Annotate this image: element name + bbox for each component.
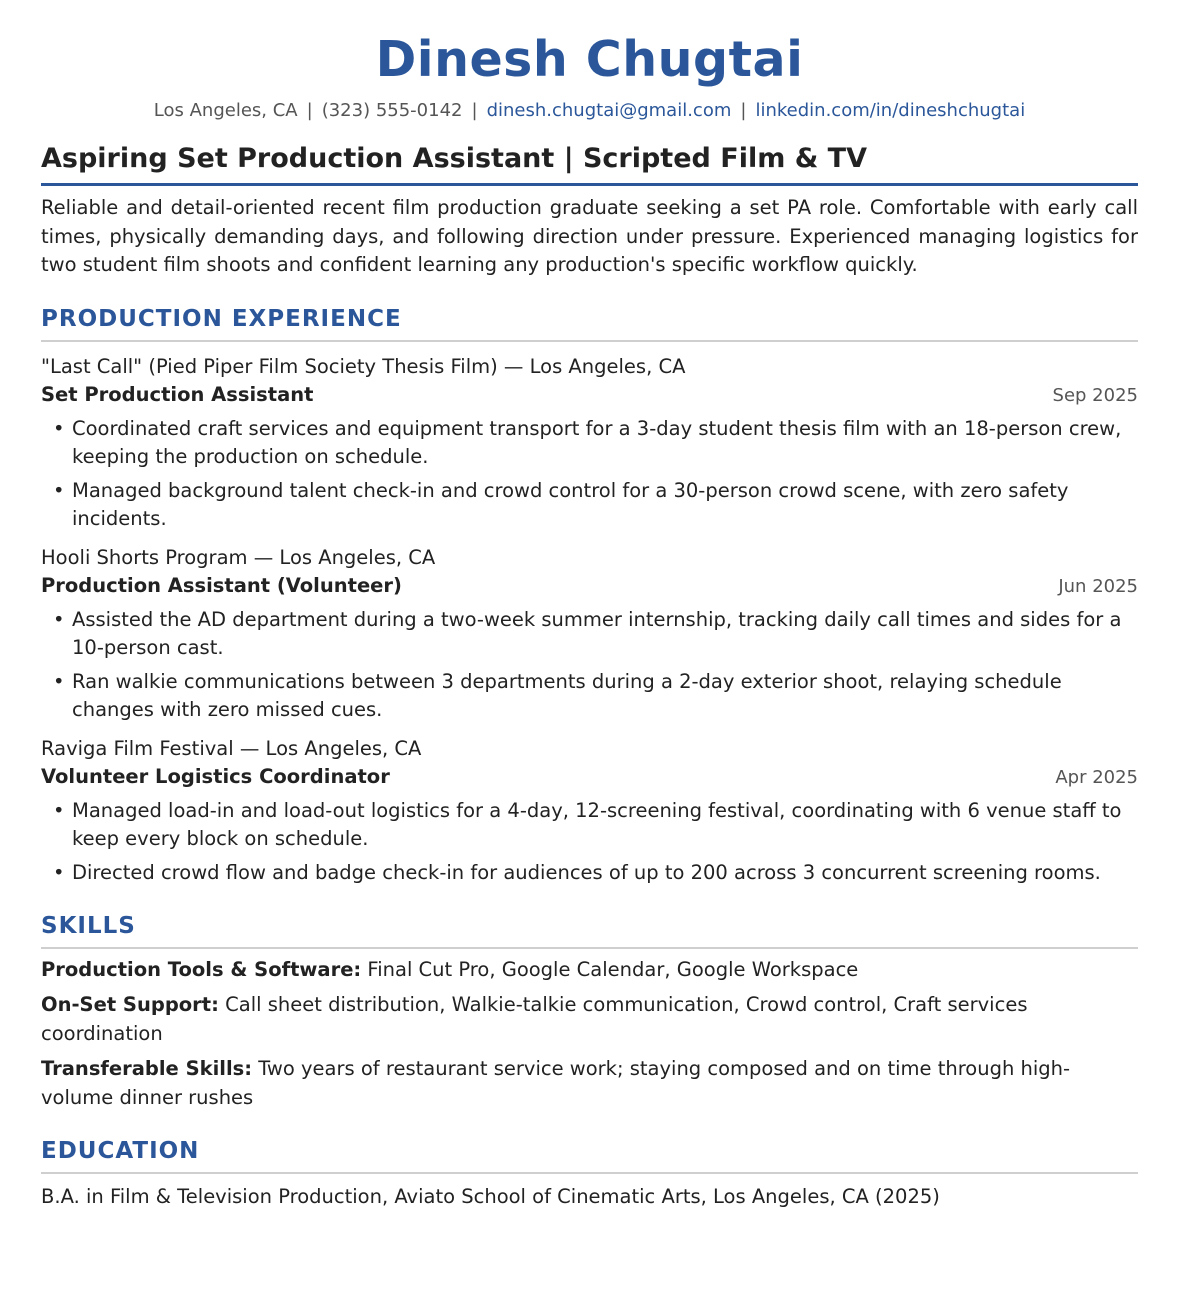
skill-line	[41, 1055, 1138, 1112]
job-bullet	[41, 606, 1138, 662]
bullet-icon: •	[53, 416, 65, 440]
job-date: Sep 2025	[1052, 384, 1138, 406]
job-bullet-text: Directed crowd flow and badge check-in for audiences of up to 200 across 3 concurrent screening rooms.	[72, 860, 1101, 884]
contact-location: Los Angeles, CA	[153, 100, 298, 121]
job-title-row	[41, 763, 1138, 792]
job-bullet	[41, 668, 1138, 724]
contact-separator: |	[471, 100, 478, 121]
job-date: Apr 2025	[1055, 766, 1138, 788]
bullet-icon: •	[53, 798, 65, 822]
contact-linkedin-link[interactable]: linkedin.com/in/dineshchugtai	[755, 100, 1026, 121]
job-title: Set Production Assistant	[41, 382, 314, 406]
bullet-icon: •	[53, 607, 65, 631]
education-entry: B.A. in Film & Television Production, Aviato School of Cinematic Arts, Los Angeles, CA (2025)	[41, 1185, 940, 1208]
job-title: Production Assistant (Volunteer)	[41, 573, 402, 597]
bullet-icon: •	[53, 478, 65, 502]
job-title: Volunteer Logistics Coordinator	[41, 764, 390, 788]
job-organization: Raviga Film Festival — Los Angeles, CA	[41, 736, 422, 760]
job-bullet-list	[41, 415, 1138, 533]
contact-phone: (323) 555-0142	[321, 100, 463, 121]
skill-line	[41, 956, 1138, 985]
skill-label: On-Set Support:	[41, 993, 219, 1016]
job-bullet-list	[41, 606, 1138, 724]
job-entry	[41, 544, 1138, 724]
resume-headline: Aspiring Set Production Assistant | Scripted Film & TV	[41, 141, 1138, 186]
job-bullet-list	[41, 797, 1138, 887]
bullet-icon: •	[53, 669, 65, 693]
section-title-experience: PRODUCTION EXPERIENCE	[41, 304, 1138, 342]
job-bullet-text: Ran walkie communications between 3 departments during a 2-day exterior shoot, relaying schedule changes with zero missed cues.	[72, 669, 1062, 721]
skill-value: Two years of restaurant service work; staying composed and on time through high-volume dinner rushes	[41, 1057, 1071, 1109]
job-bullet	[41, 415, 1138, 471]
job-entry	[41, 735, 1138, 887]
professional-summary: Reliable and detail-oriented recent film production graduate seeking a set PA role. Comfortable with early call times, physically demanding days, and following direction under pressure. Experienced managing logistics for two student film shoots and confident learning any production's specific workflow quickly.	[41, 196, 1138, 276]
contact-line	[41, 98, 1138, 124]
job-bullet-text: Managed background talent check-in and crowd control for a 30-person crowd scene, with zero safety incidents.	[72, 478, 1069, 530]
contact-email-link[interactable]: dinesh.chugtai@gmail.com	[486, 100, 732, 121]
job-organization: Hooli Shorts Program — Los Angeles, CA	[41, 545, 436, 569]
job-bullet	[41, 859, 1138, 887]
job-organization: "Last Call" (Pied Piper Film Society Thesis Film) — Los Angeles, CA	[41, 354, 686, 378]
job-bullet-text: Managed load-in and load-out logistics for a 4-day, 12-screening festival, coordinating with 6 venue staff to keep every block on schedule.	[72, 798, 1122, 850]
skill-label: Transferable Skills:	[41, 1057, 253, 1080]
job-bullet-text: Coordinated craft services and equipment transport for a 3-day student thesis film with an 18-person crew, keeping the production on schedule.	[72, 416, 1122, 468]
bullet-icon: •	[53, 860, 65, 884]
contact-separator: |	[306, 100, 313, 121]
job-entry	[41, 353, 1138, 533]
candidate-name: Dinesh Chugtai	[375, 31, 804, 88]
skill-line	[41, 991, 1138, 1048]
skill-value: Final Cut Pro, Google Calendar, Google Workspace	[367, 957, 859, 981]
job-date: Jun 2025	[1058, 575, 1138, 597]
section-title-education: EDUCATION	[41, 1136, 1138, 1174]
job-bullet	[41, 477, 1138, 533]
skill-value: Call sheet distribution, Walkie-talkie communication, Crowd control, Craft services coordination	[41, 993, 1028, 1045]
job-bullet-text: Assisted the AD department during a two-week summer internship, tracking daily call times and sides for a 10-person cast.	[72, 607, 1122, 659]
contact-separator: |	[740, 100, 747, 121]
skill-label: Production Tools & Software:	[41, 957, 362, 981]
job-title-row	[41, 381, 1138, 410]
job-title-row	[41, 572, 1138, 601]
job-bullet	[41, 797, 1138, 853]
section-title-skills: SKILLS	[41, 911, 1138, 949]
